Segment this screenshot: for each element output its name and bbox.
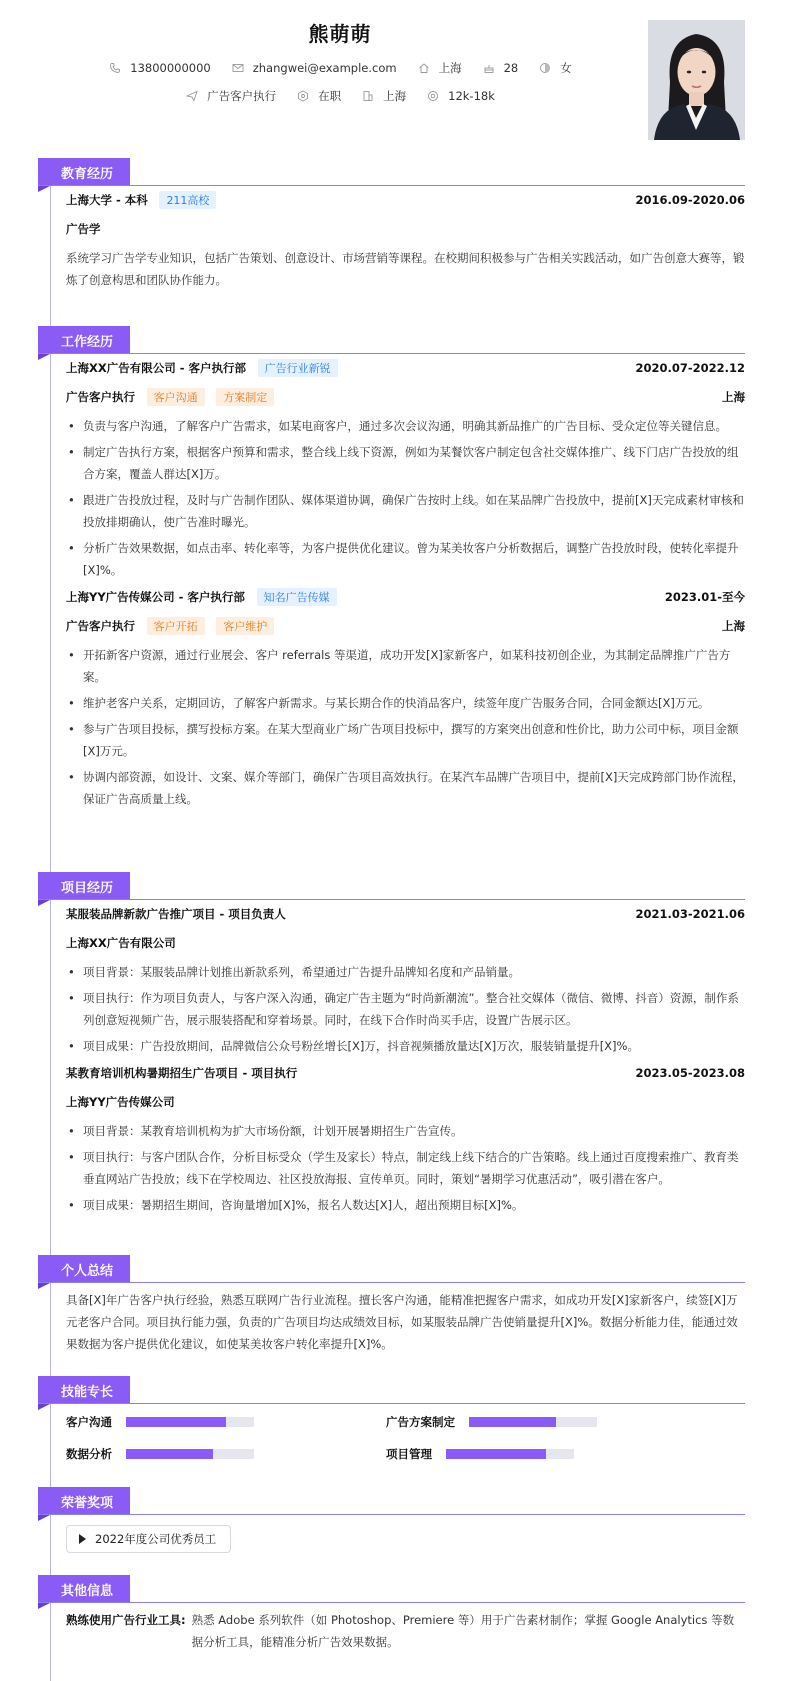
project-company: 上海YY广告传媒公司	[66, 1095, 175, 1109]
work-city: 上海	[722, 619, 745, 633]
summary-header	[38, 1255, 745, 1283]
list-item: • 项目成果：暑期招生期间，咨询量增加[X]%，报名人数达[X]人，超出预期目标[X]%。	[66, 1194, 745, 1216]
skill-name: 广告方案制定	[386, 1415, 455, 1429]
list-item: • 制定广告执行方案，根据客户预算和需求，整合线上线下资源，例如为某餐饮客户制定包含社交媒体推广、线下门店广告投放的组合方案，覆盖人群达[X]万。	[66, 441, 745, 485]
work-city-text: 上海	[383, 89, 407, 103]
other-header	[38, 1575, 745, 1603]
work-title-row	[66, 585, 745, 609]
play-icon	[79, 1534, 86, 1544]
section-divider	[38, 1514, 745, 1515]
work-date: 2020.07-2022.12	[635, 361, 745, 375]
work-title-row	[66, 356, 745, 380]
work-date: 2023.01-至今	[664, 590, 745, 604]
section-title: 技能专长	[38, 1376, 130, 1404]
project-company-row	[66, 931, 745, 955]
send-icon	[185, 89, 199, 103]
list-item: • 分析广告效果数据，如点击率、转化率等，为客户提供优化建议。曾为某美妆客户分析数据后，调整广告投放时段，使转化率提升[X]%。	[66, 537, 745, 581]
skill-bar-fill	[469, 1417, 556, 1427]
age-info	[482, 61, 519, 75]
project-entry	[66, 1061, 745, 1216]
skill-tag: 客户维护	[216, 617, 274, 635]
candidate-name: 熊萌萌	[308, 22, 372, 46]
honors-section	[38, 1487, 745, 1553]
school-badge: 211高校	[159, 191, 216, 209]
skill-item	[386, 1438, 706, 1470]
age-text: 28	[503, 61, 519, 75]
work-entry	[66, 585, 745, 810]
award-item[interactable]	[66, 1525, 231, 1553]
company-name: 上海YY广告传媒公司 - 客户执行部	[66, 590, 245, 604]
list-item: • 维护老客户关系，定期回访，了解客户新需求。与某长期合作的快消品客户，续签年度广告服务合同，合同金额达[X]万元。	[66, 692, 745, 714]
skill-name: 项目管理	[386, 1447, 432, 1461]
project-title: 某教育培训机构暑期招生广告项目 - 项目执行	[66, 1066, 298, 1080]
summary-text: 具备[X]年广告客户执行经验，熟悉互联网广告行业流程。擅长客户沟通，能精准把握客户需求，如成功开发[X]家新客户，续签[X]万元老客户合同。项目执行能力强，负责的广告项目均达成绩效目标，如某服装品牌广告使销量提升[X]%。数据分析能力佳，能通过效果数据为客户提供优化建议，如使某美妆客户转化率提升[X]%。	[66, 1293, 738, 1351]
school-name: 上海大学 - 本科	[66, 193, 148, 207]
status-icon	[296, 89, 310, 103]
tools-text: 熟悉 Adobe 系列软件（如 Photoshop、Premiere 等）用于广告素材制作；掌握 Google Analytics 等数据分析工具，能精准分析广告效果数据。	[191, 1613, 735, 1649]
section-title: 教育经历	[38, 158, 130, 186]
list-item: • 项目背景：某服装品牌计划推出新款系列，希望通过广告提升品牌知名度和产品销量。	[66, 961, 745, 983]
section-title: 其他信息	[38, 1575, 130, 1603]
work-section	[38, 326, 745, 814]
status-info	[296, 88, 341, 104]
work-header	[38, 326, 745, 354]
company-name: 上海XX广告有限公司 - 客户执行部	[66, 361, 247, 375]
section-divider	[38, 1403, 745, 1404]
skill-bar-fill	[126, 1417, 226, 1427]
skill-item	[66, 1438, 386, 1470]
skill-item	[386, 1406, 706, 1438]
section-divider	[38, 1282, 745, 1283]
project-bullets	[66, 961, 745, 1057]
resume-header	[0, 0, 794, 150]
email-info	[231, 61, 397, 75]
honors-header	[38, 1487, 745, 1515]
list-item: • 项目执行：与客户团队合作，分析目标受众（学生及家长）特点，制定线上线下结合的广告策略。线上通过百度搜索推广、教育类垂直网站广告投放；线下在学校周边、社区投放海报、宣传单页。同时，策划“暑期学习优惠活动”，吸引潜在客户。	[66, 1146, 745, 1190]
major-row	[66, 217, 745, 241]
skill-bar-fill	[126, 1449, 213, 1459]
phone-text: 13800000000	[130, 61, 211, 75]
section-divider	[38, 1602, 745, 1603]
project-bullets	[66, 1120, 745, 1216]
skill-item	[66, 1406, 386, 1438]
list-item: • 项目背景：某教育培训机构为扩大市场份额，计划开展暑期招生广告宣传。	[66, 1120, 745, 1142]
skill-bar	[469, 1417, 597, 1427]
project-entry	[66, 902, 745, 1057]
skill-bar	[446, 1449, 574, 1459]
summary-entry	[66, 1289, 745, 1355]
other-entry	[66, 1609, 745, 1653]
other-section	[38, 1575, 745, 1653]
cake-icon	[482, 61, 496, 75]
education-date: 2016.09-2020.06	[635, 193, 745, 207]
education-header	[38, 158, 745, 186]
phone-icon	[108, 61, 122, 75]
gender-text: 女	[560, 61, 572, 75]
tools-label: 熟练使用广告行业工具:	[66, 1613, 186, 1627]
skills-header	[38, 1376, 745, 1404]
project-company: 上海XX广告有限公司	[66, 936, 176, 950]
salary-text: 12k-18k	[448, 89, 495, 103]
mail-icon	[231, 61, 245, 75]
skills-section	[38, 1376, 745, 1470]
project-company-row	[66, 1090, 745, 1114]
projects-header	[38, 872, 745, 900]
work-bullets	[66, 415, 745, 581]
company-badge: 广告行业新锐	[258, 359, 338, 377]
role-row	[66, 385, 745, 409]
location-info	[417, 60, 462, 76]
job-target-text: 广告客户执行	[207, 89, 277, 103]
summary-section	[38, 1255, 745, 1355]
phone-info	[108, 61, 210, 75]
list-item: • 跟进广告投放过程，及时与广告制作团队、媒体渠道协调，确保广告按时上线。如在某品牌广告投放中，提前[X]天完成素材审核和投放排期确认，使广告准时曝光。	[66, 489, 745, 533]
award-text: 2022年度公司优秀员工	[95, 1532, 217, 1546]
gender-icon	[538, 61, 552, 75]
skill-tag: 方案制定	[216, 388, 274, 406]
skill-name: 数据分析	[66, 1447, 112, 1461]
building-icon	[361, 89, 375, 103]
list-item: • 项目成果：广告投放期间，品牌微信公众号粉丝增长[X]万，抖音视频播放量达[X]万次，服装销量提升[X]%。	[66, 1035, 745, 1057]
contact-row	[0, 60, 680, 76]
list-item: • 项目执行：作为项目负责人，与客户深入沟通，确定广告主题为“时尚新潮流”。整合社交媒体（微信、微博、抖音）资源，制作系列创意短视频广告，展示服装搭配和穿着场景。同时，在线下合作时尚买手店，设置广告展示区。	[66, 987, 745, 1031]
projects-section	[38, 872, 745, 1220]
skill-bar	[126, 1449, 254, 1459]
salary-info	[426, 89, 495, 103]
section-divider	[38, 353, 745, 354]
honors-list	[38, 1525, 745, 1553]
skill-bar-fill	[446, 1449, 546, 1459]
section-divider	[38, 899, 745, 900]
project-date: 2021.03-2021.06	[635, 907, 745, 921]
email-text: zhangwei@example.com	[252, 61, 397, 75]
major-name: 广告学	[66, 222, 101, 236]
project-date: 2023.05-2023.08	[635, 1066, 745, 1080]
section-title: 工作经历	[38, 326, 130, 354]
list-item: • 协调内部资源，如设计、文案、媒介等部门，确保广告项目高效执行。在某汽车品牌广告项目中，提前[X]天完成跨部门协作流程，保证广告高质量上线。	[66, 766, 745, 810]
work-city-info	[361, 88, 406, 104]
role-row	[66, 614, 745, 638]
project-title-row	[66, 1061, 745, 1085]
education-entry	[66, 188, 745, 291]
education-title-row	[66, 188, 745, 212]
skill-name: 客户沟通	[66, 1415, 112, 1429]
education-section	[38, 158, 745, 291]
gender-info	[538, 60, 572, 76]
job-target-info	[185, 88, 276, 104]
section-title: 个人总结	[38, 1255, 130, 1283]
list-item: • 参与广告项目投标，撰写投标方案。在某大型商业广场广告项目投标中，撰写的方案突出创意和性价比，助力公司中标，项目金额[X]万元。	[66, 718, 745, 762]
work-bullets	[66, 644, 745, 810]
work-entry	[66, 356, 745, 581]
project-title: 某服装品牌新款广告推广项目 - 项目负责人	[66, 907, 286, 921]
role-name: 广告客户执行	[66, 619, 135, 633]
list-item: • 开拓新客户资源，通过行业展会、客户 referrals 等渠道，成功开发[X]家新客户，如某科技初创企业，为其制定品牌推广广告方案。	[66, 644, 745, 688]
intent-row	[0, 88, 680, 104]
skill-tag: 客户沟通	[147, 388, 205, 406]
coin-icon	[426, 89, 440, 103]
skill-tag: 客户开拓	[147, 617, 205, 635]
location-text: 上海	[438, 61, 462, 75]
work-city: 上海	[722, 390, 745, 404]
section-title: 项目经历	[38, 872, 130, 900]
project-title-row	[66, 902, 745, 926]
company-badge: 知名广告传媒	[257, 588, 337, 606]
education-description: 系统学习广告学专业知识，包括广告策划、创意设计、市场营销等课程。在校期间积极参与广告相关实践活动，如广告创意大赛等，锻炼了创意构思和团队协作能力。	[66, 251, 745, 287]
skills-grid	[66, 1406, 745, 1470]
profile-photo	[648, 20, 745, 140]
section-divider	[38, 185, 745, 186]
role-name: 广告客户执行	[66, 390, 135, 404]
home-icon	[417, 61, 431, 75]
list-item: • 负责与客户沟通，了解客户广告需求，如某电商客户，通过多次会议沟通，明确其新品推广的广告目标、受众定位等关键信息。	[66, 415, 745, 437]
section-title: 荣誉奖项	[38, 1487, 130, 1515]
status-text: 在职	[318, 89, 342, 103]
skill-bar	[126, 1417, 254, 1427]
